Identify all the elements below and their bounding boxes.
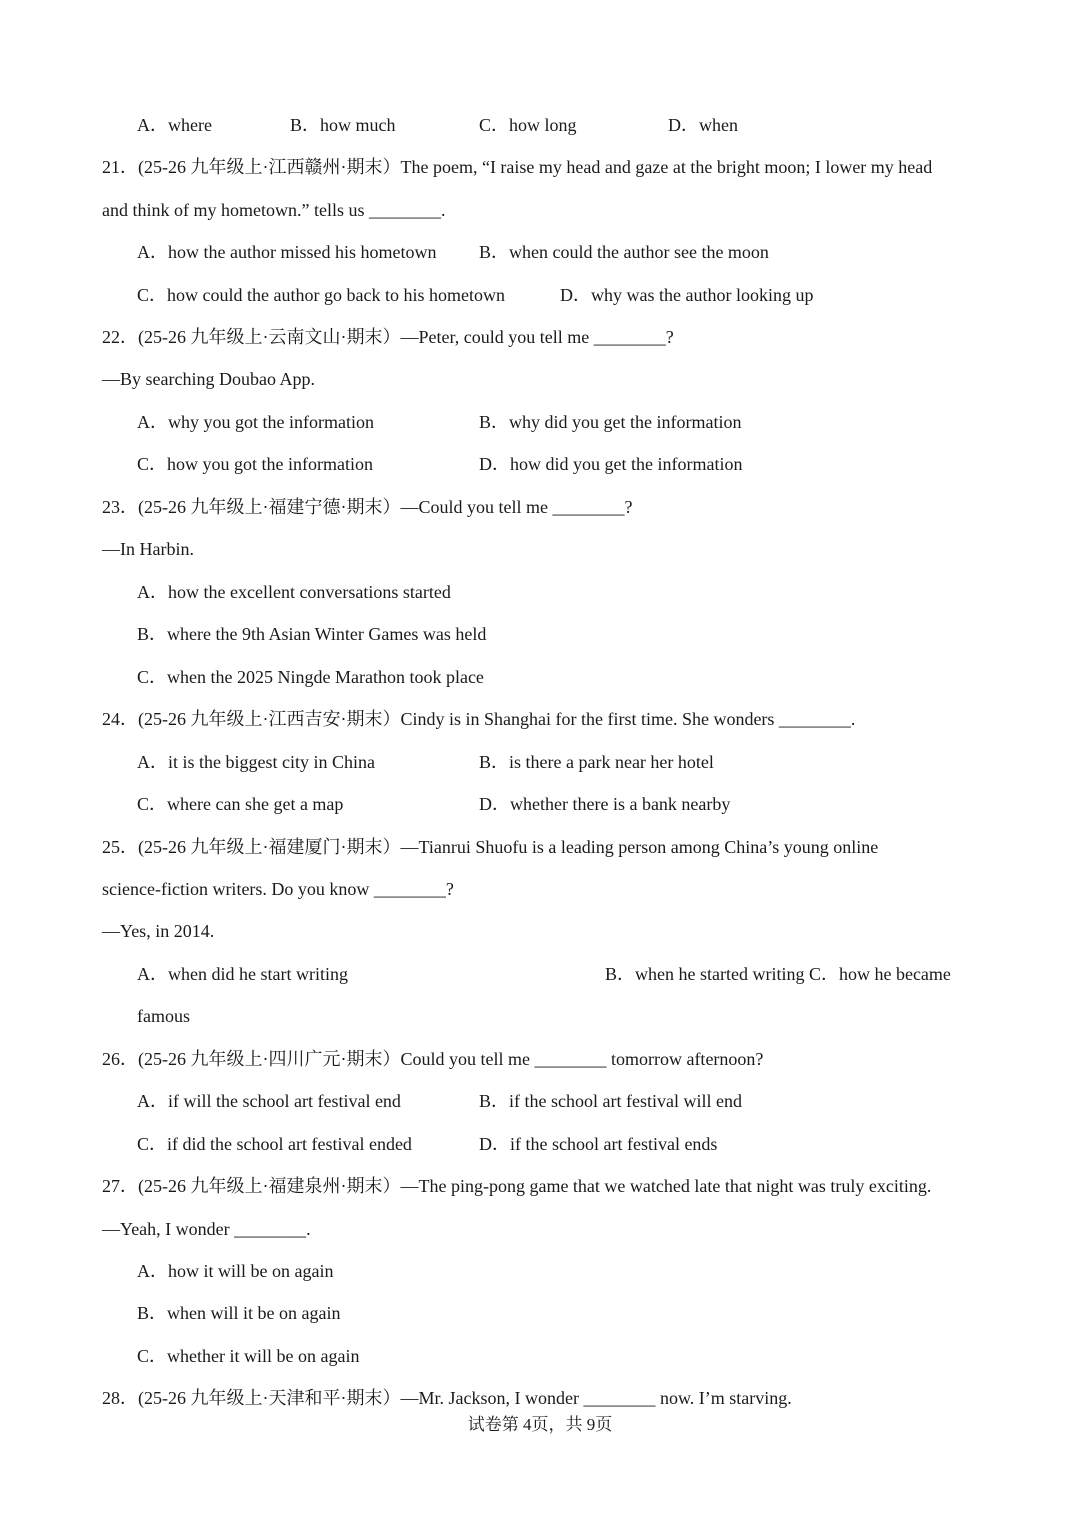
q21-option-b: B．when could the author see the moon [479, 242, 769, 262]
q20-option-c: C．how long [479, 115, 577, 135]
q21-option-d: D．why was the author looking up [560, 285, 814, 305]
q22-stem-line2: —By searching Doubao App. [102, 369, 315, 389]
q25-stem-line3: —Yes, in 2014. [102, 921, 215, 941]
q23-option-b: B．where the 9th Asian Winter Games was held [137, 624, 487, 644]
q27-stem-line2: —Yeah, I wonder ________. [102, 1219, 311, 1239]
q20-option-d: D．when [668, 115, 738, 135]
q25-option-c-continued: famous [137, 1006, 190, 1026]
q26-option-d: D．if the school art festival ends [479, 1134, 718, 1154]
q24-option-b: B．is there a park near her hotel [479, 752, 714, 772]
q22-option-b: B．why did you get the information [479, 412, 742, 432]
q24-option-a: A．it is the biggest city in China [137, 752, 375, 772]
q23-stem-line2: —In Harbin. [102, 539, 194, 559]
q23-option-c: C．when the 2025 Ningde Marathon took place [137, 667, 484, 687]
q21-option-a: A．how the author missed his hometown [137, 242, 437, 262]
q26-option-b: B．if the school art festival will end [479, 1091, 742, 1111]
q22-option-c: C．how you got the information [137, 454, 373, 474]
q27-option-a: A．how it will be on again [137, 1261, 334, 1281]
q23-stem-line1: 23．(25-26 九年级上·福建宁德·期末）—Could you tell me ________? [102, 497, 633, 517]
q26-option-a: A．if will the school art festival end [137, 1091, 401, 1111]
q25-option-a: A．when did he start writing [137, 964, 348, 984]
q22-option-d: D．how did you get the information [479, 454, 743, 474]
q24-option-c: C．where can she get a map [137, 794, 344, 814]
q21-stem-line2: and think of my hometown.” tells us ________. [102, 200, 446, 220]
q24-stem-line1: 24．(25-26 九年级上·江西吉安·期末）Cindy is in Shanghai for the first time. She wonders ________. [102, 709, 856, 729]
q20-option-b: B．how much [290, 115, 396, 135]
q22-stem-line1: 22．(25-26 九年级上·云南文山·期末）—Peter, could you tell me ________? [102, 327, 674, 347]
q25-stem-line1: 25．(25-26 九年级上·福建厦门·期末）—Tianrui Shuofu is a leading person among China’s young online [102, 837, 879, 857]
q27-option-c: C．whether it will be on again [137, 1346, 360, 1366]
q20-option-a: A．where [137, 115, 212, 135]
q21-option-c: C．how could the author go back to his hometown [137, 285, 505, 305]
q26-stem-line1: 26．(25-26 九年级上·四川广元·期末）Could you tell me ________ tomorrow afternoon? [102, 1049, 764, 1069]
q25-option-bc: B．when he started writing C．how he became [605, 964, 951, 984]
q27-option-b: B．when will it be on again [137, 1303, 341, 1323]
q28-stem-line1: 28．(25-26 九年级上·天津和平·期末）—Mr. Jackson, I wonder ________ now. I’m starving. [102, 1388, 792, 1408]
q27-stem-line1: 27．(25-26 九年级上·福建泉州·期末）—The ping-pong game that we watched late that night was truly exciting. [102, 1176, 932, 1196]
q21-stem-line1: 21．(25-26 九年级上·江西赣州·期末）The poem, “I raise my head and gaze at the bright moon; I lower my head [102, 157, 933, 177]
page-footer: 试卷第 4页，共 9页 [467, 1415, 613, 1434]
q22-option-a: A．why you got the information [137, 412, 374, 432]
q25-stem-line2: science-fiction writers. Do you know ________? [102, 879, 454, 899]
q23-option-a: A．how the excellent conversations started [137, 582, 451, 602]
q26-option-c: C．if did the school art festival ended [137, 1134, 412, 1154]
q24-option-d: D．whether there is a bank nearby [479, 794, 731, 814]
